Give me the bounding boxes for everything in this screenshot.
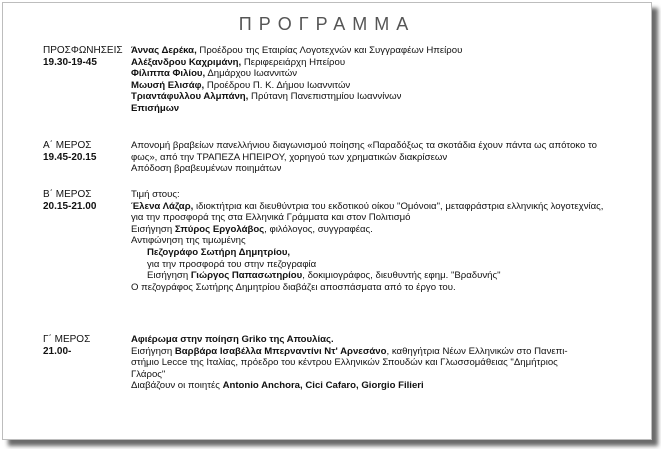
bold-text: Γιώργος Παπασωτηρίου bbox=[190, 270, 303, 282]
bold-text: Βαρβάρα Ισαβέλλα Μπερναντίνι Ντ' Αρνεσάνο bbox=[174, 345, 387, 357]
program-line bbox=[131, 259, 603, 271]
line-text: Απόδοση βραβευμένων ποιημάτων bbox=[131, 163, 282, 175]
line-text: Περιφερειάρχη Ηπείρου bbox=[241, 56, 346, 68]
section-content bbox=[131, 140, 597, 175]
bold-text: Αφιέρωμα στην ποίηση Griko της Απουλίας. bbox=[131, 334, 334, 345]
line-text: Εισήγηση bbox=[131, 345, 175, 357]
section-label bbox=[43, 45, 123, 68]
line-text: Δημάρχου Ιωαννιτών bbox=[205, 68, 297, 80]
program-line bbox=[131, 91, 462, 103]
program-line bbox=[131, 140, 597, 152]
program-line bbox=[131, 80, 462, 92]
line-text: φως», από την ΤΡΑΠΕΖΑ ΗΠΕΙΡΟΥ, χορηγού των χρηματικών διακρίσεων bbox=[131, 151, 448, 163]
program-line bbox=[131, 201, 603, 213]
line-text: Πρύτανη Πανεπιστημίου Ιωαννίνων bbox=[248, 91, 402, 103]
program-line bbox=[131, 152, 597, 164]
line-text: Προέδρου της Εταιρίας Λογοτεχνών και Συγγραφέων Ηπείρου bbox=[196, 45, 463, 56]
program-line bbox=[131, 334, 568, 346]
bold-text: Πεζογράφο Σωτήρη Δημητρίου, bbox=[147, 246, 291, 258]
line-text: Προέδρου Π. Κ. Δήμου Ιωαννιτών bbox=[204, 79, 351, 91]
program-line bbox=[131, 212, 603, 224]
line-text: για την προσφορά της στα Ελληνικά Γράμματα και στον Πολιτισμό bbox=[131, 212, 411, 224]
section-label bbox=[43, 189, 96, 212]
program-line bbox=[131, 103, 462, 115]
program-line bbox=[131, 163, 597, 175]
line-text: Εισήγηση bbox=[131, 223, 175, 235]
line-text: Απονομή βραβείων πανελλήνιου διαγωνισμού ποίησης «Παραδόξως τα σκοτάδια έχουν πάντα ως απότοκο το bbox=[131, 140, 597, 151]
line-text: για την προσφορά του στην πεζογραφία bbox=[147, 258, 317, 270]
program-line bbox=[131, 270, 603, 282]
program-line bbox=[131, 380, 568, 392]
section-content bbox=[131, 334, 568, 392]
program-line bbox=[131, 346, 568, 358]
section-title: Γ΄ ΜΕΡΟΣ bbox=[43, 334, 91, 345]
section-label bbox=[43, 334, 90, 357]
line-text: Γλάρος" bbox=[131, 368, 166, 380]
bold-text: Antonio Anchora, Cici Cafaro, Giorgio Filieri bbox=[222, 380, 424, 392]
program-page bbox=[2, 2, 652, 440]
line-text: Ο πεζογράφος Σωτήρης Δημητρίου διαβάζει αποσπάσματα από το έργο του. bbox=[131, 281, 456, 293]
program-line bbox=[131, 224, 603, 236]
line-text: , καθηγήτρια Νέων Ελληνικών στο Πανεπι- bbox=[386, 345, 568, 357]
program-line bbox=[131, 57, 462, 69]
page-title: ΠΡΟΓΡΑΜΜΑ bbox=[238, 14, 416, 34]
line-text: Αντιφώνηση της τιμωμένης bbox=[131, 235, 246, 247]
line-text: , δοκιμιογράφος, διευθυντής εφημ. "Βραδυνής" bbox=[302, 270, 501, 282]
bold-text: Άννας Δερέκα, bbox=[131, 45, 197, 56]
program-line bbox=[131, 282, 603, 294]
program-line bbox=[131, 189, 603, 201]
section-title: ΠΡΟΣΦΩΝΗΣΕΙΣ bbox=[43, 45, 123, 56]
section-time: 19.30-19-45 bbox=[43, 56, 97, 68]
section-title: Β΄ ΜΕΡΟΣ bbox=[43, 189, 92, 200]
program-line bbox=[131, 235, 603, 247]
line-text: στήμιο Lecce της Ιταλίας, πρόεδρο του κέντρου Ελληνικών Σπουδών και Γλωσσομάθειας "Δημήτριος bbox=[131, 357, 558, 369]
bold-text: Μωυσή Ελισάφ, bbox=[131, 79, 205, 91]
program-line bbox=[131, 247, 603, 259]
section-time: 20.15-21.00 bbox=[43, 200, 97, 212]
section-label bbox=[43, 140, 96, 163]
section-time: 21.00- bbox=[43, 345, 72, 357]
line-text: Τιμή στους: bbox=[131, 189, 180, 200]
bold-text: Τριαντάφυλλου Αλμπάνη, bbox=[131, 91, 249, 103]
line-text: Διαβάζουν οι ποιητές bbox=[131, 380, 223, 392]
bold-text: Σπύρος Εργολάβος bbox=[174, 223, 265, 235]
program-line bbox=[131, 68, 462, 80]
bold-text: Αλέξανδρου Καχριμάνη, bbox=[131, 56, 242, 68]
line-text: , φιλόλογος, συγγραφέας. bbox=[264, 223, 373, 235]
bold-text: Επισήμων bbox=[131, 102, 180, 114]
section-content bbox=[131, 45, 462, 115]
section-title: Α΄ ΜΕΡΟΣ bbox=[43, 140, 92, 151]
section-content bbox=[131, 189, 603, 293]
bold-text: Έλενα Λάζαρ, bbox=[131, 200, 194, 212]
program-line bbox=[131, 369, 568, 381]
bold-text: Φίλιππα Φιλίου, bbox=[131, 68, 206, 80]
line-text: ιδιοκτήτρια και διευθύντρια του εκδοτικού οίκου "Ομόνοια", μεταφράστρια ελληνικής λογοτεχνίας, bbox=[193, 200, 604, 212]
program-line bbox=[131, 357, 568, 369]
section-time: 19.45-20.15 bbox=[43, 151, 97, 163]
line-text: Εισήγηση bbox=[147, 270, 191, 282]
program-line bbox=[131, 45, 462, 57]
